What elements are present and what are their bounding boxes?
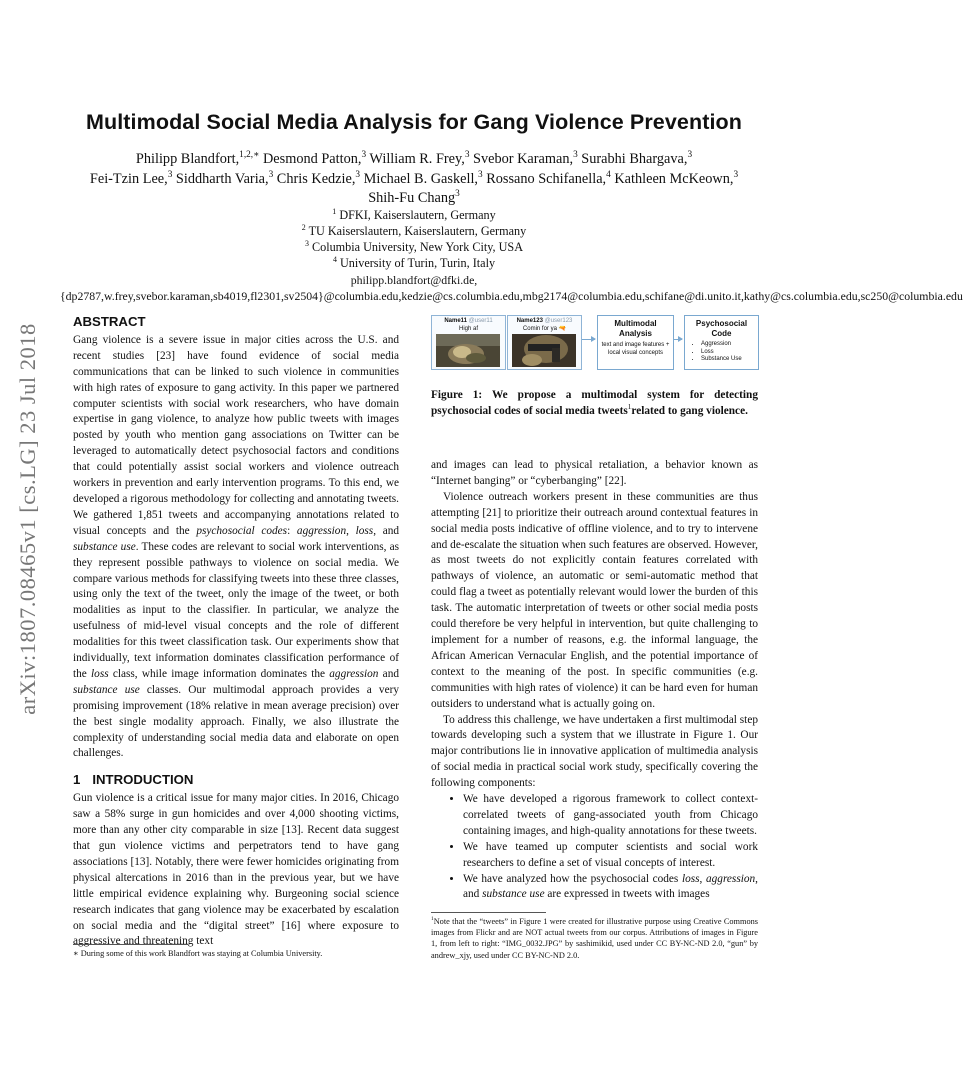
footnote-rule: [431, 912, 546, 913]
code-item: • Loss: [701, 349, 758, 357]
figure-1: [431, 315, 758, 370]
list-item: • We have analyzed how the psychosocial codes loss, aggression, and substance use are expressed in tweets with images: [463, 872, 758, 904]
author: Surabhi Bhargava,$^3$: [577, 150, 693, 167]
paragraph: To address this challenge, we have undertaken a first multimodal step towards developing such a system that we illustrate in Figure 1. Our major contributions lie in innovative application of multimedia analysis of social media in practical social work study, specifically covering the following components:: [431, 713, 758, 790]
left-column: [73, 314, 399, 950]
paragraph: and images can lead to physical retaliation, a behavior known as “Internet banging” or “cyberbanging” [22].: [431, 459, 758, 487]
author-list: [80, 150, 748, 209]
footnote-right: $^1$Note that the “tweets” in Figure 1 were created for illustrative purpose using Creative Commons images from Flickr and are NOT actual tweets from our corpus. Attributions of images in Figure 1, from left to right: “IMG_0032.JPG” by sashimikid, used under CC BY-NC-ND 2.0, “gun” by andrew_xjy, used under CC BY-NC-ND 2.0.: [431, 916, 758, 960]
code-item: • Aggression: [701, 341, 758, 349]
arxiv-stamp: [8, 309, 48, 729]
author: Michael B. Gaskell,$^3$: [360, 169, 483, 187]
tweet-card: Name11 @user11 High af: [431, 315, 506, 370]
right-column: [431, 458, 758, 903]
author: Philipp Blandfort,$^{1,2,∗}$: [135, 150, 260, 167]
author: Siddharth Varia,$^3$: [172, 169, 274, 187]
contribution-list: [431, 792, 758, 903]
intro-paragraph: Gun violence is a critical issue for many major cities. In 2016, Chicago saw a 58% surge in gun homicides and over 4,000 shooting victims, more than any other city comparable in size [13]. Recent data suggest that gun violence victims and perpetrators tend to have gang associations [13]. Notably, there were fewer homicides originating from physical altercations in 2016 than in the previous year, but we have little empirical evidence explaining why. Burgeoning social science research indicates that gang violence may be exacerbated by escalation on social media and the “digital street” [16] where exposure to aggressive and threatening text: [73, 792, 399, 948]
intro-heading: 1 INTRODUCTION: [73, 772, 194, 788]
figure-caption: Figure 1: We propose a multimodal system for detecting psychosocial codes of social media tweets$^1$related to gang violence.: [431, 389, 758, 417]
footnote-rule: [73, 944, 188, 945]
author: Desmond Patton,$^3$: [259, 150, 367, 167]
affiliation: $^2$ TU Kaiserslautern, Kaiserslautern, Germany: [301, 222, 527, 238]
flow-arrow: [582, 339, 595, 340]
arxiv-stamp-text: arXiv:1807.08465v1 [cs.LG] 23 Jul 2018: [15, 323, 40, 715]
tweet-image: [512, 334, 576, 367]
paper-title: Multimodal Social Media Analysis for Gang Violence Prevention: [85, 110, 743, 134]
author: William R. Frey,$^3$: [366, 150, 470, 167]
affiliation: $^3$ Columbia University, New York City, USA: [304, 238, 524, 254]
author: Shih-Fu Chang$^3$: [368, 189, 460, 206]
abstract-text: Gang violence is a severe issue in major cities across the U.S. and recent studies [23] have found evidence of social media communications that can be linked to such violence in communities with high rates of exposure to gang activity. In this paper we partnered computer scientists with social work researchers, who have domain expertise in gang violence, to analyze how public tweets with images posted by youth who mention gang associations on Twitter can be leveraged to automatically detect psychosocial factors and conditions that could potentially assist social workers and violence outreach workers in prevention and early intervention programs. To this end, we developed a rigorous methodology for collecting and annotating tweets. We gathered 1,851 tweets and accompanying annotations related to visual concepts and the psychosocial codes: aggression, loss, and substance use. These codes are relevant to social work interventions, as they represent possible pathways to violence on social media. We compare various methods for classifying tweets into these three classes, using only the text of the tweet, only the image of the tweet, or both modalities as input to the classifier. In particular, we analyze the usefulness of mid-level visual concepts and the role of different modalities for this tweet classification task. Our experiments show that individually, text information dominates classification performance of the loss class, while image information dominates the aggression and substance use classes. Our multimodal approach provides a very promising improvement (18% relative in mean average precision) over the best single modality approach. Finally, we also illustrate the complexity of understanding social media data and elaborate on open challenges.: [73, 333, 400, 760]
paragraph: Violence outreach workers present in these communities are thus attempting [21] to prioritize their outreach around contextual features in social media posts indicative of offline violence, and to try to intervene and de-escalate the situation when such features are observed. However, as most tweets do not explicitly contain features correlated with pathways of violence, an automatic or semi-automatic method that could flag a tweet as potentially relevant would lower the burden of this task. The automatic interpretation of tweets or other social media posts could therefore be very helpful in intervention, but quite challenging to implement for a number of reasons, e.g. the informal language, the African American Vernacular English, and the potential importance of context to the meaning of the post. In specific communities (e.g. communities with high rates of violence) it can be hard even for human outsiders to understand what is actually going on.: [431, 490, 758, 710]
code-box: Psychosocial Code • Aggression • Loss • Substance Use: [684, 315, 759, 370]
author: Fei-Tzin Lee,$^3$: [89, 169, 173, 187]
tweet-card: Name123 @user123 Comin for ya 🔫: [507, 315, 582, 370]
analysis-box: Multimodal Analysis text and image features + local visual concepts: [597, 315, 674, 370]
list-item: • We have developed a rigorous framework to collect context-correlated tweets of gang-associated youth from Chicago containing images, and high-quality annotations for these tweets.: [463, 792, 758, 840]
affiliation: $^4$ University of Turin, Turin, Italy: [332, 254, 496, 270]
author: Kathleen McKeown,$^3$: [610, 169, 739, 187]
footnote-left: ∗ During some of this work Blandfort was staying at Columbia University.: [73, 949, 323, 958]
author: Rossano Schifanella,$^4$: [482, 169, 611, 187]
author: Svebor Karaman,$^3$: [469, 150, 578, 167]
author: Chris Kedzie,$^3$: [273, 169, 361, 187]
list-item: • We have teamed up computer scientists and social work researchers to define a set of visual concepts of interest.: [463, 840, 758, 872]
code-item: • Substance Use: [701, 356, 758, 364]
tweet-image: [436, 334, 500, 367]
author-emails: philipp.blandfort@dfki.de,{dp2787,w.frey,svebor.karaman,sb4019,fl2301,sv2504}@columbia.edu,kedzie@cs.columbia.edu,mbg2174@columbia.edu,schifane@di.unito.it,kathy@cs.columbia.edu,sc250@columbia.edu: [60, 273, 963, 303]
affiliation: $^1$ DFKI, Kaiserslautern, Germany: [332, 206, 496, 222]
abstract-heading: ABSTRACT: [73, 314, 146, 329]
flow-arrow: [673, 339, 682, 340]
